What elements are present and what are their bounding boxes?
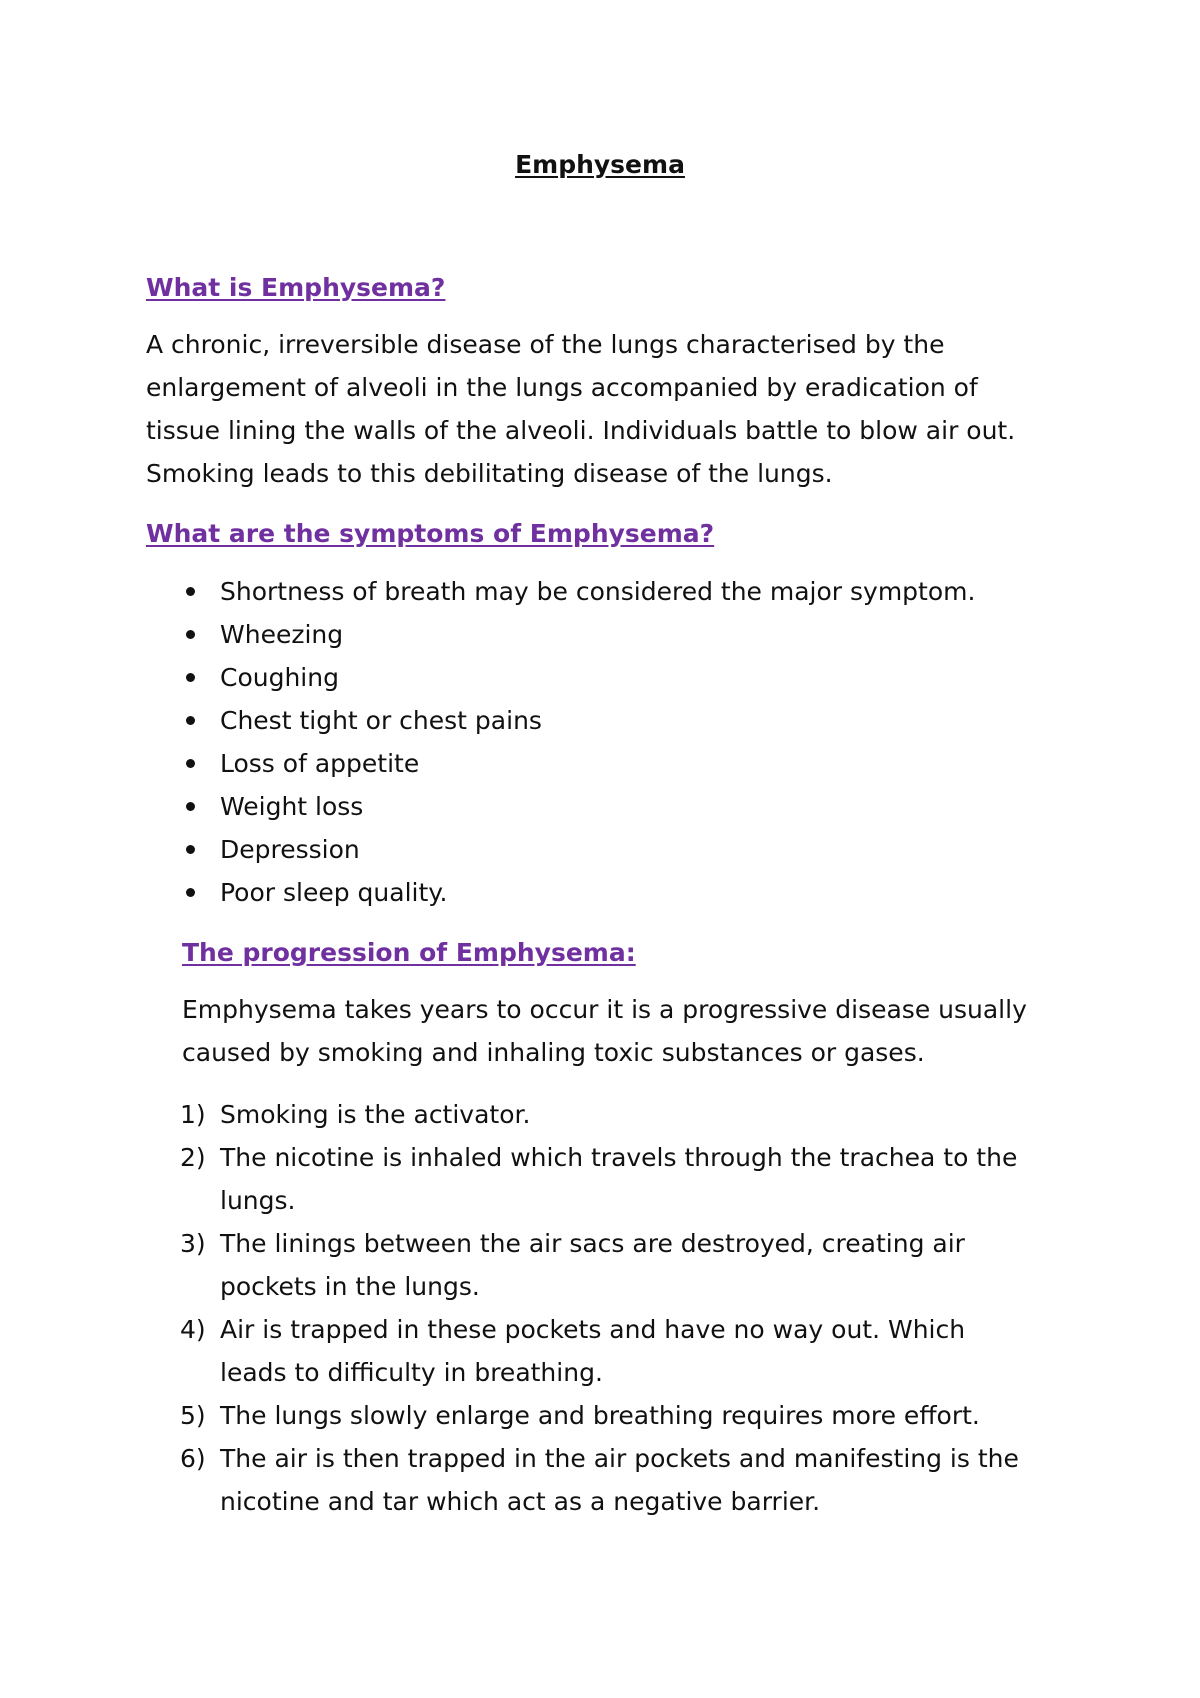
paragraph-line: A chronic, irreversible disease of the lungs characterised by the <box>146 330 945 359</box>
list-item-text: Loss of appetite <box>220 749 420 778</box>
list-item <box>180 699 975 742</box>
list-item-text: Shortness of breath may be considered the major symptom. <box>220 577 976 606</box>
list-item <box>180 871 975 914</box>
list-item-text: Depression <box>220 835 360 864</box>
step-number: 1) <box>180 1100 206 1129</box>
step-line: The lungs slowly enlarge and breathing requires more effort. <box>220 1401 980 1430</box>
step-text <box>220 1308 1060 1394</box>
list-item <box>180 570 975 613</box>
list-item-text: Coughing <box>220 663 339 692</box>
section-paragraph-what-is <box>146 323 1015 495</box>
list-item <box>180 1437 1060 1523</box>
bullet-icon <box>186 888 195 897</box>
list-item <box>180 1093 1060 1136</box>
list-item <box>180 613 975 656</box>
list-item-text: Chest tight or chest pains <box>220 706 542 735</box>
list-item <box>180 1136 1060 1222</box>
step-line: The air is then trapped in the air pockets and manifesting is the <box>220 1444 1019 1473</box>
step-text <box>220 1136 1060 1222</box>
symptoms-list <box>180 570 975 914</box>
bullet-icon <box>186 630 195 639</box>
list-item-text: Poor sleep quality. <box>220 878 448 907</box>
step-text <box>220 1394 1060 1437</box>
list-item-text: Wheezing <box>220 620 344 649</box>
paragraph-line: tissue lining the walls of the alveoli. Individuals battle to blow air out. <box>146 416 1016 445</box>
step-text <box>220 1093 1060 1136</box>
step-number: 3) <box>180 1229 206 1258</box>
step-text <box>220 1437 1060 1523</box>
paragraph-line: Emphysema takes years to occur it is a progressive disease usually <box>182 995 1027 1024</box>
list-item <box>180 742 975 785</box>
step-line: lungs. <box>220 1186 296 1215</box>
step-line: The nicotine is inhaled which travels through the trachea to the <box>220 1143 1018 1172</box>
list-item <box>180 1308 1060 1394</box>
paragraph-line: caused by smoking and inhaling toxic substances or gases. <box>182 1038 925 1067</box>
section-paragraph-progression <box>182 988 1027 1074</box>
step-number: 5) <box>180 1401 206 1430</box>
bullet-icon <box>186 716 195 725</box>
step-line: pockets in the lungs. <box>220 1272 480 1301</box>
list-item <box>180 828 975 871</box>
step-line: The linings between the air sacs are destroyed, creating air <box>220 1229 965 1258</box>
paragraph-line: Smoking leads to this debilitating disease of the lungs. <box>146 459 833 488</box>
bullet-icon <box>186 587 195 596</box>
step-line: Air is trapped in these pockets and have no way out. Which <box>220 1315 966 1344</box>
step-number: 2) <box>180 1143 206 1172</box>
paragraph-line: enlargement of alveoli in the lungs accompanied by eradication of <box>146 373 978 402</box>
bullet-icon <box>186 845 195 854</box>
step-line: nicotine and tar which act as a negative barrier. <box>220 1487 821 1516</box>
list-item <box>180 1394 1060 1437</box>
step-line: leads to difficulty in breathing. <box>220 1358 603 1387</box>
step-text <box>220 1222 1060 1308</box>
document-title: Emphysema <box>515 150 685 179</box>
section-heading-what-is: What is Emphysema? <box>146 273 446 302</box>
list-item-text: Weight loss <box>220 792 364 821</box>
section-heading-symptoms: What are the symptoms of Emphysema? <box>146 519 715 548</box>
bullet-icon <box>186 802 195 811</box>
step-number: 4) <box>180 1315 206 1344</box>
step-number: 6) <box>180 1444 206 1473</box>
list-item <box>180 656 975 699</box>
bullet-icon <box>186 759 195 768</box>
section-heading-progression: The progression of Emphysema: <box>182 938 636 967</box>
list-item <box>180 785 975 828</box>
step-line: Smoking is the activator. <box>220 1100 531 1129</box>
progression-steps-list <box>180 1093 1060 1523</box>
list-item <box>180 1222 1060 1308</box>
bullet-icon <box>186 673 195 682</box>
